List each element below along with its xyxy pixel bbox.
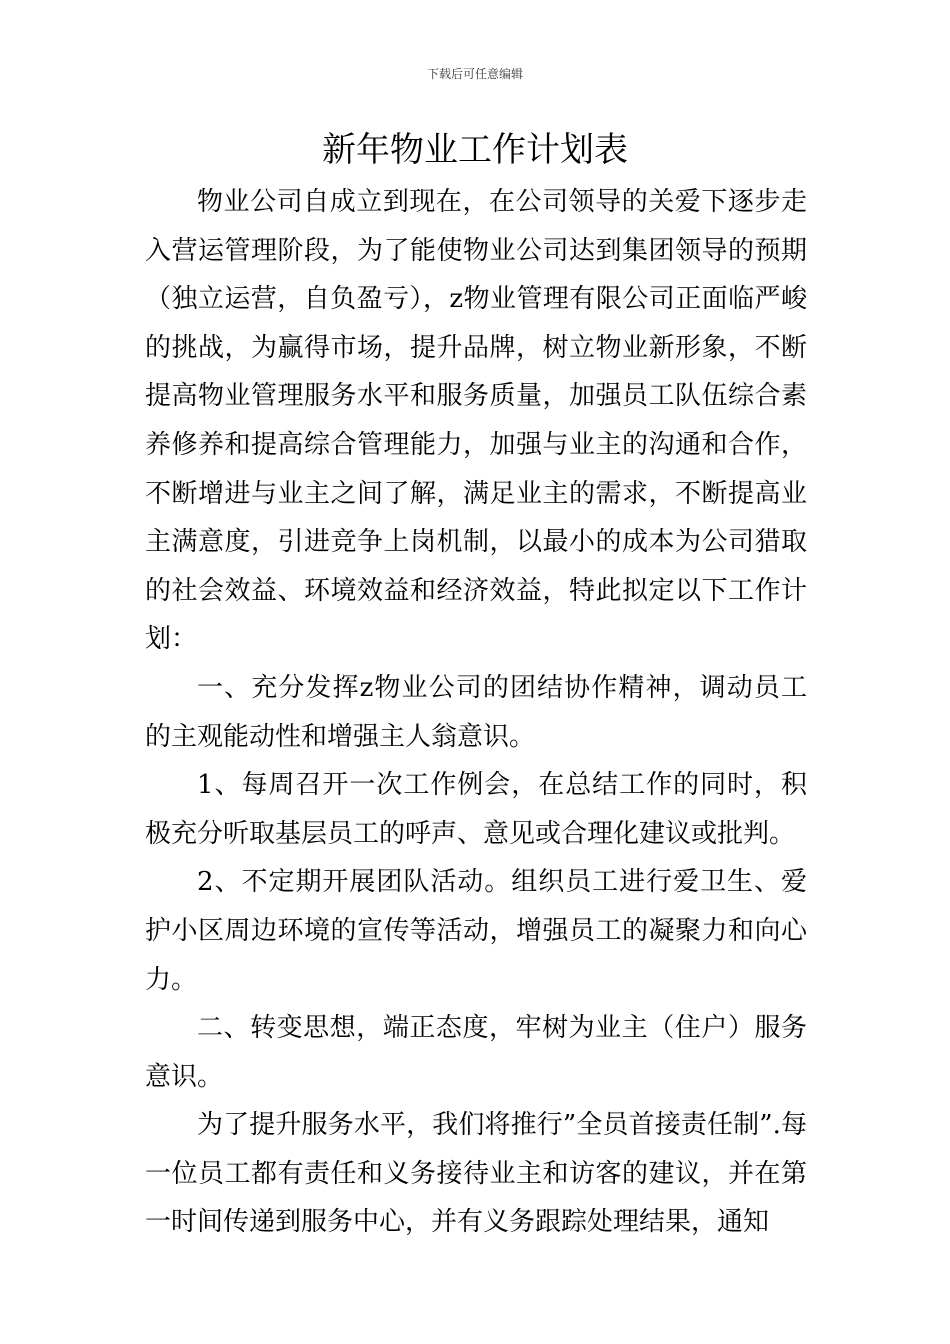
header-note: 下载后可任意编辑 [426, 67, 523, 81]
paragraph-item-1: 1、每周召开一次工作例会，在总结工作的同时，积极充分听取基层员工的呼声、意见或合理化建议或批判。 [145, 770, 807, 849]
document-body [145, 178, 807, 1247]
paragraph-item-2: 2、不定期开展团队活动。组织员工进行爱卫生、爱护小区周边环境的宣传等活动，增强员工的凝聚力和向心力。 [145, 867, 807, 995]
paragraph-intro: 物业公司自成立到现在，在公司领导的关爱下逐步走入营运管理阶段，为了能使物业公司达到集团领导的预期（独立运营，自负盈亏），z物业管理有限公司正面临严峻的挑战，为赢得市场，提升品牌，树立物业新形象，不断提高物业管理服务水平和服务质量，加强员工队伍综合素养修养和提高综合管理能力，加强与业主的沟通和合作，不断增进与业主之间了解，满足业主的需求，不断提高业主满意度，引进竞争上岗机制，以最小的成本为公司猎取的社会效益、环境效益和经济效益，特此拟定以下工作计划： [145, 187, 807, 655]
paragraph-section-two: 二、转变思想，端正态度，牢树为业主（住户）服务意识。 [145, 1013, 807, 1092]
document-title: 新年物业工作计划表 [322, 130, 628, 170]
paragraph-section-one: 一、充分发挥z物业公司的团结协作精神，调动员工的主观能动性和增强主人翁意识。 [145, 672, 807, 752]
paragraph-service: 为了提升服务水平，我们将推行”全员首接责任制”.每一位员工都有责任和义务接待业主和访客的建议，并在第一时间传递到服务中心，并有义务跟踪处理结果，通知 [145, 1110, 807, 1238]
